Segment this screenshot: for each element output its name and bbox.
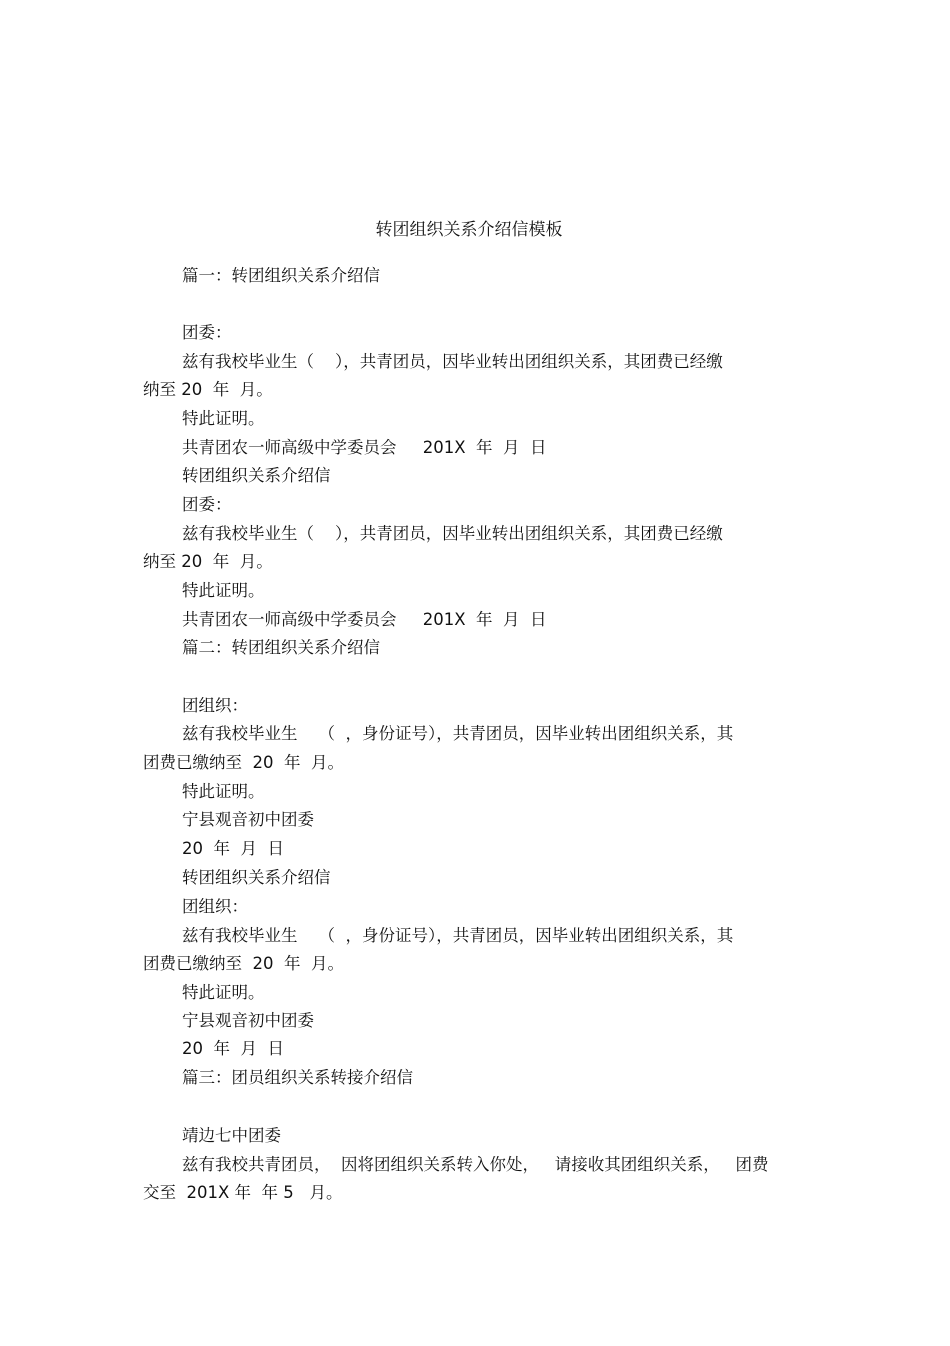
signature-line: 共青团农一师高级中学委员会 201X 年 月 日 [182, 438, 547, 457]
recipient-line: 靖边七中团委 [182, 1126, 281, 1145]
recipient-line: 团委： [182, 323, 232, 342]
signature-line: 共青团农一师高级中学委员会 201X 年 月 日 [182, 610, 547, 629]
body-line: 兹有我校共青团员， 因将团组织关系转入你处， 请接收其团组织关系， 团费 [182, 1155, 769, 1174]
body-line-continued: 纳至 20 年 月。 [143, 380, 273, 399]
body-line: 兹有我校毕业生 （ ，身份证号），共青团员，因毕业转出团组织关系，其 [182, 926, 734, 945]
section-three-heading: 篇三：团员组织关系转接介绍信 [182, 1068, 413, 1087]
section-two-heading: 篇二：转团组织关系介绍信 [182, 638, 380, 657]
body-line: 兹有我校毕业生（ ），共青团员，因毕业转出团组织关系，其团费已经缴 [182, 524, 723, 543]
letter-heading: 转团组织关系介绍信 [182, 868, 331, 887]
recipient-line: 团委： [182, 495, 232, 514]
recipient-line: 团组织： [182, 897, 248, 916]
body-line-continued: 纳至 20 年 月。 [143, 552, 273, 571]
document-title: 转团组织关系介绍信模板 [375, 220, 563, 240]
certification-line: 特此证明。 [182, 581, 265, 600]
body-line: 兹有我校毕业生（ ），共青团员，因毕业转出团组织关系，其团费已经缴 [182, 352, 723, 371]
body-line: 兹有我校毕业生 （ ，身份证号），共青团员，因毕业转出团组织关系，其 [182, 724, 734, 743]
certification-line: 特此证明。 [182, 409, 265, 428]
body-line-continued: 团费已缴纳至 20 年 月。 [143, 954, 344, 973]
signature-organization: 宁县观音初中团委 [182, 1011, 314, 1030]
signature-date: 20 年 月 日 [182, 1039, 284, 1058]
recipient-line: 团组织： [182, 696, 248, 715]
signature-organization: 宁县观音初中团委 [182, 810, 314, 829]
certification-line: 特此证明。 [182, 983, 265, 1002]
body-line-continued: 交至 201X 年 年 5 月。 [143, 1183, 343, 1202]
signature-date: 20 年 月 日 [182, 839, 284, 858]
letter-heading: 转团组织关系介绍信 [182, 466, 331, 485]
body-line-continued: 团费已缴纳至 20 年 月。 [143, 753, 344, 772]
certification-line: 特此证明。 [182, 782, 265, 801]
section-one-heading: 篇一：转团组织关系介绍信 [182, 266, 380, 285]
